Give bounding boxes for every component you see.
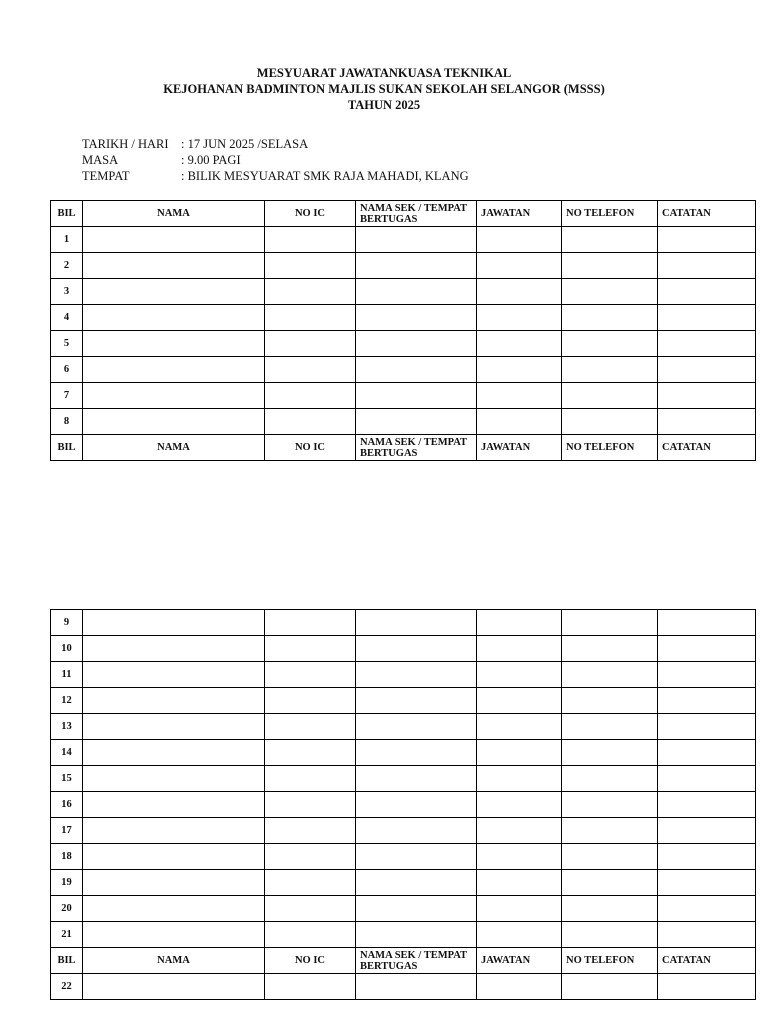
- cell-no-ic[interactable]: [265, 844, 356, 870]
- table-row: [51, 305, 756, 331]
- cell-no-telefon[interactable]: [562, 844, 658, 870]
- cell-bil: 10: [51, 636, 83, 662]
- cell-nama-sek[interactable]: [356, 896, 477, 922]
- cell-jawatan[interactable]: [477, 922, 562, 948]
- cell-no-telefon[interactable]: [562, 766, 658, 792]
- title-line-1: MESYUARAT JAWATANKUASA TEKNIKAL: [256, 66, 512, 80]
- cell-catatan[interactable]: [658, 870, 756, 896]
- attendance-table-1: [50, 200, 756, 461]
- col-catatan-header: CATATAN: [658, 201, 756, 227]
- cell-no-ic[interactable]: [265, 714, 356, 740]
- col-nama-header: NAMA: [83, 201, 265, 227]
- meta-date-value: : 17 JUN 2025 /SELASA: [181, 137, 309, 151]
- cell-nama-sek[interactable]: [356, 662, 477, 688]
- cell-no-ic[interactable]: [265, 688, 356, 714]
- cell-jawatan[interactable]: [477, 662, 562, 688]
- col-no-telefon-header: NO TELEFON: [562, 948, 658, 974]
- cell-no-telefon[interactable]: [562, 740, 658, 766]
- col-no-telefon-header: NO TELEFON: [562, 435, 658, 461]
- cell-jawatan[interactable]: [477, 844, 562, 870]
- cell-bil: 5: [51, 331, 83, 357]
- table-row: [51, 896, 756, 922]
- cell-no-telefon[interactable]: [562, 974, 658, 1000]
- attendance-table-2: [50, 609, 756, 1000]
- cell-bil: 18: [51, 844, 83, 870]
- table-row: [51, 688, 756, 714]
- cell-catatan[interactable]: [658, 766, 756, 792]
- cell-no-ic[interactable]: [265, 331, 356, 357]
- cell-jawatan[interactable]: [477, 688, 562, 714]
- meeting-details: [82, 136, 469, 184]
- cell-no-telefon[interactable]: [562, 636, 658, 662]
- cell-nama-sek[interactable]: [356, 818, 477, 844]
- cell-jawatan[interactable]: [477, 896, 562, 922]
- meta-date-row: [82, 136, 469, 152]
- cell-jawatan[interactable]: [477, 610, 562, 636]
- col-jawatan-header: JAWATAN: [477, 435, 562, 461]
- cell-nama[interactable]: [83, 896, 265, 922]
- cell-no-telefon[interactable]: [562, 896, 658, 922]
- cell-nama-sek[interactable]: [356, 844, 477, 870]
- cell-bil: 9: [51, 610, 83, 636]
- title-line-2: KEJOHANAN BADMINTON MAJLIS SUKAN SEKOLAH SELANGOR (MSSS): [163, 82, 605, 96]
- cell-nama[interactable]: [83, 253, 265, 279]
- cell-bil: 12: [51, 688, 83, 714]
- cell-no-telefon[interactable]: [562, 279, 658, 305]
- col-jawatan-header: JAWATAN: [477, 948, 562, 974]
- cell-catatan[interactable]: [658, 331, 756, 357]
- cell-jawatan[interactable]: [477, 714, 562, 740]
- cell-nama[interactable]: [83, 688, 265, 714]
- table-row: [51, 610, 756, 636]
- cell-catatan[interactable]: [658, 636, 756, 662]
- cell-no-ic[interactable]: [265, 610, 356, 636]
- cell-no-telefon[interactable]: [562, 357, 658, 383]
- cell-nama[interactable]: [83, 740, 265, 766]
- table-row: [51, 253, 756, 279]
- col-bil-header: BIL: [51, 948, 83, 974]
- cell-catatan[interactable]: [658, 974, 756, 1000]
- cell-no-telefon[interactable]: [562, 714, 658, 740]
- cell-no-ic[interactable]: [265, 974, 356, 1000]
- cell-nama-sek[interactable]: [356, 766, 477, 792]
- cell-nama[interactable]: [83, 766, 265, 792]
- cell-jawatan[interactable]: [477, 227, 562, 253]
- table-row: [51, 357, 756, 383]
- table-row: [51, 740, 756, 766]
- cell-bil: 3: [51, 279, 83, 305]
- cell-nama[interactable]: [83, 357, 265, 383]
- col-no-ic-header: NO IC: [265, 435, 356, 461]
- table-row: [51, 636, 756, 662]
- cell-catatan[interactable]: [658, 357, 756, 383]
- cell-nama[interactable]: [83, 305, 265, 331]
- cell-nama[interactable]: [83, 844, 265, 870]
- col-catatan-header: CATATAN: [658, 948, 756, 974]
- cell-no-telefon[interactable]: [562, 688, 658, 714]
- cell-nama[interactable]: [83, 610, 265, 636]
- cell-bil: 13: [51, 714, 83, 740]
- col-bil-header: BIL: [51, 435, 83, 461]
- table-row: [51, 870, 756, 896]
- cell-catatan[interactable]: [658, 662, 756, 688]
- meta-place-label: TEMPAT: [82, 169, 130, 183]
- cell-bil: 17: [51, 818, 83, 844]
- cell-no-telefon[interactable]: [562, 409, 658, 435]
- cell-no-telefon[interactable]: [562, 818, 658, 844]
- cell-bil: 15: [51, 766, 83, 792]
- cell-catatan[interactable]: [658, 688, 756, 714]
- cell-bil: 14: [51, 740, 83, 766]
- col-nama-header: NAMA: [83, 435, 265, 461]
- cell-catatan[interactable]: [658, 305, 756, 331]
- table-header-row: [51, 948, 756, 974]
- cell-jawatan[interactable]: [477, 383, 562, 409]
- table-row: [51, 922, 756, 948]
- cell-catatan[interactable]: [658, 844, 756, 870]
- cell-no-ic[interactable]: [265, 766, 356, 792]
- cell-jawatan[interactable]: [477, 766, 562, 792]
- cell-no-ic[interactable]: [265, 305, 356, 331]
- cell-catatan[interactable]: [658, 610, 756, 636]
- cell-no-telefon[interactable]: [562, 792, 658, 818]
- cell-jawatan[interactable]: [477, 818, 562, 844]
- cell-bil: 19: [51, 870, 83, 896]
- cell-no-ic[interactable]: [265, 662, 356, 688]
- cell-no-ic[interactable]: [265, 818, 356, 844]
- col-bil-header: BIL: [51, 201, 83, 227]
- cell-nama[interactable]: [83, 714, 265, 740]
- cell-no-telefon[interactable]: [562, 331, 658, 357]
- cell-catatan[interactable]: [658, 279, 756, 305]
- cell-bil: 11: [51, 662, 83, 688]
- table-row: [51, 383, 756, 409]
- cell-nama-sek[interactable]: [356, 792, 477, 818]
- cell-no-telefon[interactable]: [562, 922, 658, 948]
- cell-nama-sek[interactable]: [356, 870, 477, 896]
- cell-nama-sek[interactable]: [356, 688, 477, 714]
- cell-nama[interactable]: [83, 383, 265, 409]
- table-row: [51, 409, 756, 435]
- col-jawatan-header: JAWATAN: [477, 201, 562, 227]
- cell-bil: 21: [51, 922, 83, 948]
- cell-jawatan[interactable]: [477, 279, 562, 305]
- cell-no-ic[interactable]: [265, 896, 356, 922]
- cell-bil: 7: [51, 383, 83, 409]
- cell-no-ic[interactable]: [265, 740, 356, 766]
- cell-jawatan[interactable]: [477, 305, 562, 331]
- cell-bil: 6: [51, 357, 83, 383]
- cell-nama-sek[interactable]: [356, 740, 477, 766]
- cell-catatan[interactable]: [658, 383, 756, 409]
- cell-no-telefon[interactable]: [562, 870, 658, 896]
- cell-nama-sek[interactable]: [356, 714, 477, 740]
- cell-nama-sek[interactable]: [356, 227, 477, 253]
- cell-nama-sek[interactable]: [356, 357, 477, 383]
- cell-no-ic[interactable]: [265, 922, 356, 948]
- cell-no-ic[interactable]: [265, 870, 356, 896]
- cell-catatan[interactable]: [658, 922, 756, 948]
- cell-catatan[interactable]: [658, 409, 756, 435]
- cell-nama[interactable]: [83, 636, 265, 662]
- cell-nama-sek[interactable]: [356, 331, 477, 357]
- cell-catatan[interactable]: [658, 714, 756, 740]
- cell-nama-sek[interactable]: [356, 610, 477, 636]
- cell-nama[interactable]: [83, 818, 265, 844]
- table-header-row: [51, 201, 756, 227]
- table-row: [51, 662, 756, 688]
- meta-time-value: : 9.00 PAGI: [181, 153, 241, 167]
- cell-no-ic[interactable]: [265, 409, 356, 435]
- table-row: [51, 818, 756, 844]
- cell-nama[interactable]: [83, 409, 265, 435]
- cell-no-ic[interactable]: [265, 253, 356, 279]
- cell-bil: 8: [51, 409, 83, 435]
- meta-time-row: [82, 152, 469, 168]
- col-nama-sek-header: NAMA SEK / TEMPAT BERTUGAS: [356, 948, 477, 974]
- cell-jawatan[interactable]: [477, 870, 562, 896]
- col-nama-header: NAMA: [83, 948, 265, 974]
- cell-jawatan[interactable]: [477, 792, 562, 818]
- cell-nama-sek[interactable]: [356, 305, 477, 331]
- cell-no-ic[interactable]: [265, 357, 356, 383]
- meta-time-label: MASA: [82, 153, 119, 167]
- table-row: [51, 227, 756, 253]
- table-row: [51, 766, 756, 792]
- cell-nama[interactable]: [83, 331, 265, 357]
- cell-no-ic[interactable]: [265, 227, 356, 253]
- cell-nama-sek[interactable]: [356, 636, 477, 662]
- cell-nama[interactable]: [83, 662, 265, 688]
- table-row: [51, 714, 756, 740]
- cell-no-telefon[interactable]: [562, 662, 658, 688]
- cell-jawatan[interactable]: [477, 357, 562, 383]
- cell-jawatan[interactable]: [477, 974, 562, 1000]
- meta-place-row: [82, 168, 469, 184]
- cell-bil: 22: [51, 974, 83, 1000]
- meta-place-value: : BILIK MESYUARAT SMK RAJA MAHADI, KLANG: [181, 169, 469, 183]
- cell-catatan[interactable]: [658, 253, 756, 279]
- cell-jawatan[interactable]: [477, 409, 562, 435]
- cell-nama[interactable]: [83, 974, 265, 1000]
- cell-jawatan[interactable]: [477, 253, 562, 279]
- title-line-3: TAHUN 2025: [347, 98, 421, 112]
- table-row: [51, 974, 756, 1000]
- cell-no-telefon[interactable]: [562, 253, 658, 279]
- cell-bil: 4: [51, 305, 83, 331]
- cell-no-ic[interactable]: [265, 792, 356, 818]
- cell-nama-sek[interactable]: [356, 279, 477, 305]
- table-row: [51, 844, 756, 870]
- table-header-row: [51, 435, 756, 461]
- cell-bil: 2: [51, 253, 83, 279]
- cell-jawatan[interactable]: [477, 331, 562, 357]
- cell-catatan[interactable]: [658, 818, 756, 844]
- cell-nama[interactable]: [83, 227, 265, 253]
- cell-nama-sek[interactable]: [356, 922, 477, 948]
- cell-bil: 20: [51, 896, 83, 922]
- cell-nama-sek[interactable]: [356, 974, 477, 1000]
- cell-catatan[interactable]: [658, 896, 756, 922]
- cell-jawatan[interactable]: [477, 740, 562, 766]
- cell-bil: 16: [51, 792, 83, 818]
- cell-nama-sek[interactable]: [356, 253, 477, 279]
- col-no-telefon-header: NO TELEFON: [562, 201, 658, 227]
- cell-catatan[interactable]: [658, 792, 756, 818]
- cell-nama[interactable]: [83, 870, 265, 896]
- meta-date-label: TARIKH / HARI: [82, 137, 169, 151]
- cell-catatan[interactable]: [658, 740, 756, 766]
- table-row: [51, 279, 756, 305]
- cell-no-ic[interactable]: [265, 636, 356, 662]
- cell-no-telefon[interactable]: [562, 610, 658, 636]
- cell-no-telefon[interactable]: [562, 383, 658, 409]
- cell-no-telefon[interactable]: [562, 305, 658, 331]
- cell-nama-sek[interactable]: [356, 409, 477, 435]
- cell-no-ic[interactable]: [265, 279, 356, 305]
- col-no-ic-header: NO IC: [265, 948, 356, 974]
- cell-catatan[interactable]: [658, 227, 756, 253]
- cell-nama[interactable]: [83, 792, 265, 818]
- col-no-ic-header: NO IC: [265, 201, 356, 227]
- cell-nama[interactable]: [83, 279, 265, 305]
- cell-nama[interactable]: [83, 922, 265, 948]
- col-catatan-header: CATATAN: [658, 435, 756, 461]
- cell-bil: 1: [51, 227, 83, 253]
- table-row: [51, 331, 756, 357]
- cell-no-ic[interactable]: [265, 383, 356, 409]
- col-nama-sek-header: NAMA SEK / TEMPAT BERTUGAS: [356, 435, 477, 461]
- cell-nama-sek[interactable]: [356, 383, 477, 409]
- col-nama-sek-header: NAMA SEK / TEMPAT BERTUGAS: [356, 201, 477, 227]
- table-row: [51, 792, 756, 818]
- cell-jawatan[interactable]: [477, 636, 562, 662]
- cell-no-telefon[interactable]: [562, 227, 658, 253]
